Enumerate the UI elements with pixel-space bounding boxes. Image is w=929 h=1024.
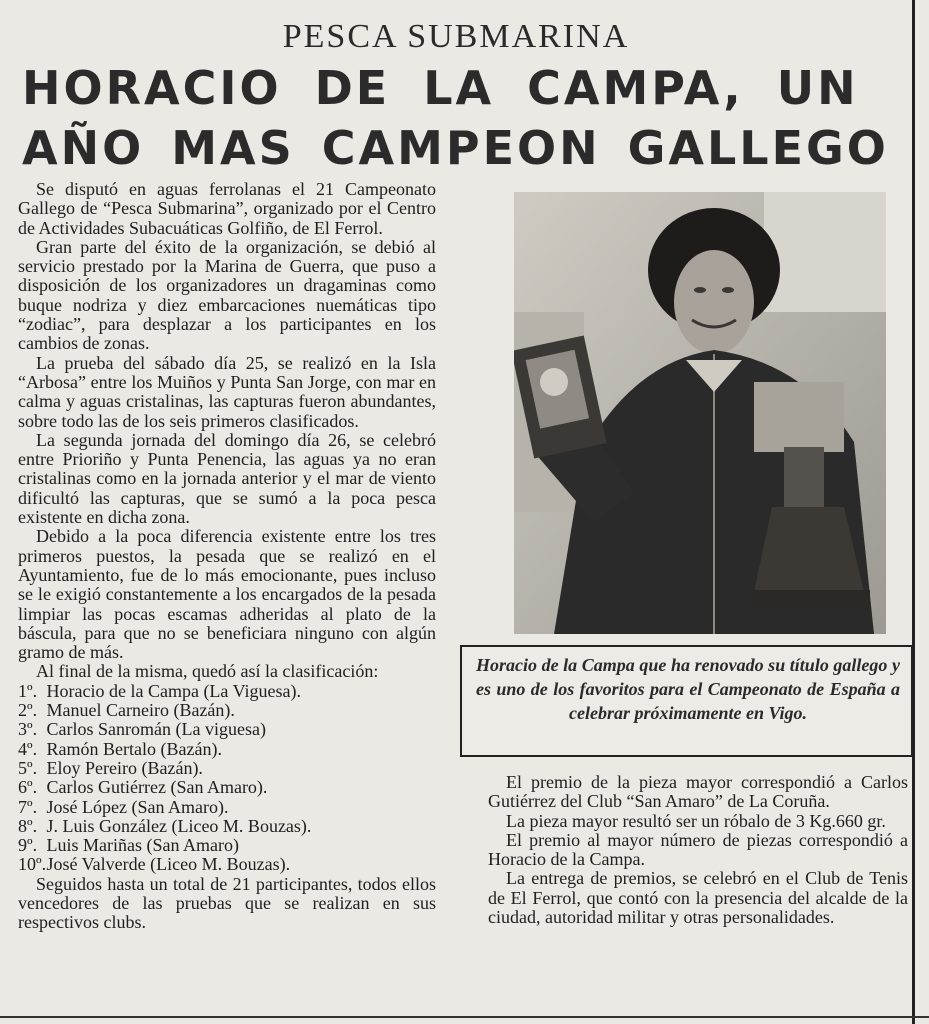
headline [22, 58, 898, 178]
rank-name: Carlos Sanromán (La viguesa) [46, 719, 266, 740]
paragraph: El premio de la pieza mayor correspondió a Carlos Gutiérrez del Club “San Amaro” de La Coruña. [488, 772, 908, 812]
section-title: PESCA SUBMARINA [282, 18, 630, 55]
rank-number: 2º. [18, 700, 38, 721]
ranking-item [18, 759, 436, 778]
paragraph: La entrega de premios, se celebró en el Club de Tenis de El Ferrol, que contó con la presencia del alcalde de la ciudad, autoridad militar y otras personalidades. [488, 868, 908, 928]
article-right-column [488, 773, 908, 927]
rank-number: 6º. [18, 777, 38, 798]
rank-name: Luis Mariñas (San Amaro) [46, 835, 239, 856]
column-rule [912, 0, 915, 1024]
rank-number: 7º. [18, 796, 38, 817]
ranking-item [18, 855, 436, 874]
photo-caption-box [460, 645, 913, 757]
rank-name: Eloy Pereiro (Bazán). [46, 757, 203, 778]
rank-name: J. Luis González (Liceo M. Bouzas). [46, 815, 312, 836]
rank-name: José Valverde (Liceo M. Bouzas). [46, 854, 291, 875]
rank-number: 3º. [18, 719, 38, 740]
rank-name: Carlos Gutiérrez (San Amaro). [46, 777, 268, 798]
rank-name: Horacio de la Campa (La Viguesa). [46, 680, 301, 701]
paragraph: Gran parte del éxito de la organización, se debió al servicio prestado por la Marina de Guerra, que puso a disposición de los organizadores un dragaminas como buque nodriza y diez embarcaciones nuemáticas tipo “zodiac”, para desplazar a los participantes en los cambios de zonas. [18, 236, 436, 354]
paragraph: Seguidos hasta un total de 21 participantes, todos ellos vencedores de las pruebas que se realizan en sus respectivos clubs. [18, 873, 436, 933]
rank-number: 10º. [18, 854, 47, 875]
ranking-item [18, 740, 436, 759]
ranking-item [18, 778, 436, 797]
ranking-item [18, 720, 436, 739]
headline-line-2: AÑO MAS CAMPEON GALLEGO [22, 121, 889, 175]
paragraph: Debido a la poca diferencia existente entre los tres primeros puestos, la pesada que se realizó en el Ayuntamiento, fue de lo más emocionante, pues incluso se le exigió constantemente a los encargados de la pesada limpiar las pocas escamas adheridas al plato de la báscula, para que no se beneficiara ninguno con algún gramo de más. [18, 526, 436, 663]
rank-name: Ramón Bertalo (Bazán). [46, 738, 222, 759]
photo-illustration [514, 192, 886, 634]
paragraph: La prueba del sábado día 25, se realizó en la Isla “Arbosa” entre los Muiños y Punta San Jorge, con mar en calma y aguas cristalinas, las capturas fueron abundantes, sobre todo las de los seis primeros clasificados. [18, 352, 436, 431]
classification-list [18, 682, 436, 875]
paragraph: La segunda jornada del domingo día 26, se celebró entre Prioriño y Punta Penencia, las aguas ya no eran cristalinas como en la jornada anterior y el mar de viento dificultó las capturas, que se sumó a la poca pesca existente en dicha zona. [18, 429, 436, 528]
rank-name: José López (San Amaro). [46, 796, 229, 817]
rank-number: 5º. [18, 757, 38, 778]
rank-number: 9º. [18, 835, 38, 856]
photo-champion [514, 192, 886, 634]
photo-caption: Horacio de la Campa que ha renovado su título gallego y es uno de los favoritos para el Campeonato de España a celebrar próximamente en Vigo. [476, 655, 900, 723]
bottom-rule [0, 1016, 929, 1018]
rank-name: Manuel Carneiro (Bazán). [46, 700, 235, 721]
article-left-column [18, 180, 436, 933]
ranking-item [18, 798, 436, 817]
ranking-item [18, 817, 436, 836]
rank-number: 4º. [18, 738, 38, 759]
ranking-item [18, 682, 436, 701]
rank-number: 1º. [18, 680, 38, 701]
paragraph: Se disputó en aguas ferrolanas el 21 Campeonato Gallego de “Pesca Submarina”, organizado por el Centro de Actividades Subacuáticas Golfiño, de El Ferrol. [18, 179, 436, 238]
paragraph: Al final de la misma, quedó así la clasificación: [36, 661, 379, 682]
paragraph: El premio al mayor número de piezas correspondió a Horacio de la Campa. [488, 829, 908, 870]
rank-number: 8º. [18, 815, 38, 836]
headline-line-1: HORACIO DE LA CAMPA, UN [22, 61, 859, 115]
paragraph: La pieza mayor resultó ser un róbalo de 3 Kg.660 gr. [506, 810, 886, 831]
ranking-item [18, 836, 436, 855]
ranking-item [18, 701, 436, 720]
